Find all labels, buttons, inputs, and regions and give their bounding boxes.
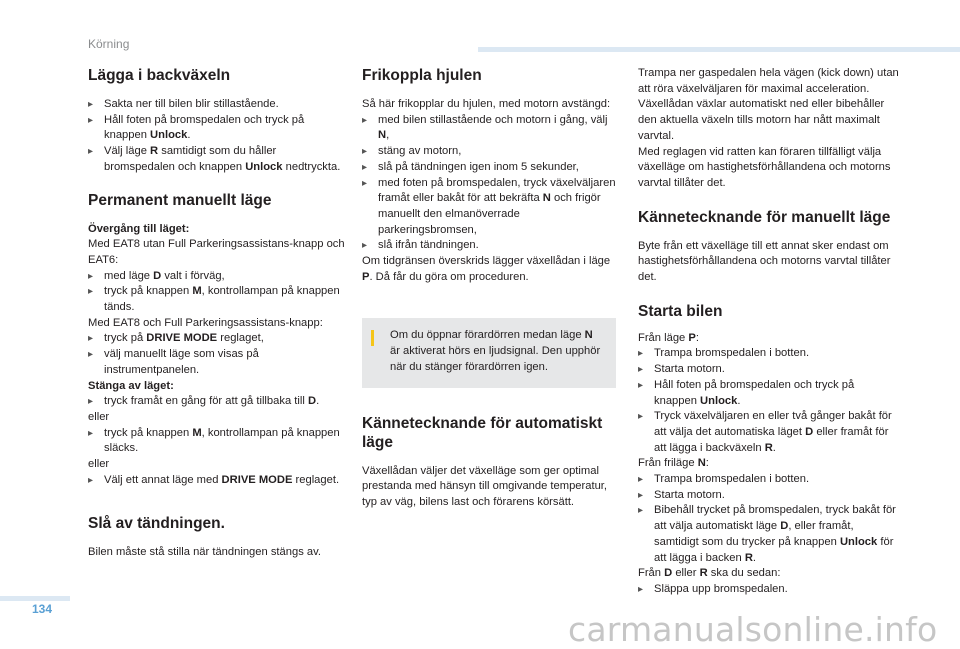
bullet-icon: ▸ [88,114,94,126]
heading-ignition-off: Slå av tändningen. [88,515,225,533]
column-3 [638,66,900,598]
bullet-icon: ▸ [638,505,644,517]
list-item: ▸ slå på tändningen igen inom 5 sekunder, [362,160,616,176]
list-item: ▸ Trampa bromspedalen i botten. [638,472,900,488]
list-item: ▸ stäng av motorn, [362,144,616,160]
bullet-icon: ▸ [88,474,94,486]
bullet-icon: ▸ [638,348,644,360]
info-icon [371,330,374,346]
column-2 [362,66,616,511]
heading-auto-mode: Kännetecknande för automatiskt läge [362,414,603,451]
text-from-p: Från läge P: [638,331,699,344]
bullet-icon: ▸ [362,146,368,158]
bullet-icon: ▸ [88,349,94,361]
list-item: ▸ Tryck växelväljaren en eller två gånger bakåt för att välja det automatiska läget D eller framåt för att lägga i backväxeln R. [638,410,892,454]
header-bar [478,47,960,52]
subheading-activate: Övergång till läget: [88,222,190,235]
text-or-2: eller [88,458,110,471]
list-item: ▸ Håll foten på bromspedalen och tryck på knappen Unlock. [88,113,305,142]
list-activate-1 [88,269,350,316]
page-number: 134 [32,602,53,616]
text-from-d-r: Från D eller R ska du sedan: [638,567,781,580]
bullet-icon: ▸ [638,474,644,486]
bullet-icon: ▸ [362,114,368,126]
list-free-wheels [362,113,616,254]
list-activate-2 [88,331,350,378]
text-ignition-off: Bilen måste stå stilla när tändningen stängs av. [88,546,321,559]
text-eat8-with: Med EAT8 och Full Parkeringsassistans-knapp: [88,316,323,329]
list-item: ▸ Trampa bromspedalen i botten. [638,346,900,362]
list-item: ▸ tryck på DRIVE MODE reglaget, [88,331,350,347]
text-auto-mode: Växellådan väljer det växelläge som ger optimal prestanda med hänsyn till omgivande temperatur, typ av väg, bilens last och förarens körsätt. [362,464,608,508]
bullet-icon: ▸ [362,240,368,252]
list-from-n [638,472,900,566]
bullet-icon: ▸ [88,333,94,345]
list-item: ▸ Välj ett annat läge med DRIVE MODE reglaget. [88,473,350,489]
list-deactivate-3 [88,473,350,489]
list-deactivate-2 [88,426,350,457]
bullet-icon: ▸ [638,379,644,391]
list-item: ▸ Välj läge R samtidigt som du håller bromspedalen och knappen Unlock nedtryckta. [88,145,341,173]
list-item: ▸ Bibehåll trycket på bromspedalen, tryck bakåt för att välja automatiskt läge D, eller framåt, samtidigt som du trycker på knappen Unlock för att lägga i backen R. [638,504,896,564]
bullet-icon: ▸ [638,364,644,376]
list-item: ▸ med läge D valt i förväg, [88,269,350,285]
bullet-icon: ▸ [362,161,368,173]
subheading-deactivate: Stänga av läget: [88,379,174,392]
bullet-icon: ▸ [638,489,644,501]
list-item: ▸ med bilen stillastående och motorn i gång, välj N, [362,113,608,142]
list-item: ▸ Håll foten på bromspedalen och tryck på knappen Unlock. [638,378,855,407]
list-item: ▸ Starta motorn. [638,488,900,504]
bullet-icon: ▸ [638,583,644,595]
heading-start-car: Starta bilen [638,302,723,320]
text-paddles: Med reglagen vid ratten kan föraren tillfälligt välja växelläge om hastighetsförhållandena och motorns varvtal tillåter det. [638,145,891,189]
text-kickdown: Trampa ner gaspedalen hela vägen (kick down) utan att röra växelväljaren för maximal acceleration. Växellådan växlar automatiskt ned eller bibehåller den aktuella växeln tills motorn har nått maximalt varvtal. [638,67,899,142]
bullet-icon: ▸ [88,99,94,110]
footer-bar [0,596,70,601]
bullet-icon: ▸ [88,146,94,158]
bullet-icon: ▸ [88,427,94,439]
list-item: ▸ slå ifrån tändningen. [362,238,616,254]
text-or-1: eller [88,410,110,423]
list-item: ▸ välj manuellt läge som visas på instrumentpanelen. [88,348,259,376]
bullet-icon: ▸ [88,396,94,408]
list-from-p [638,346,900,456]
list-item: ▸ Starta motorn. [638,362,900,378]
bullet-icon: ▸ [88,270,94,282]
column-1 [88,66,350,561]
text-eat8-without: Med EAT8 utan Full Parkeringsassistans-knapp och EAT6: [88,238,345,266]
list-deactivate-1 [88,394,350,410]
bullet-icon: ▸ [638,411,644,423]
bullet-icon: ▸ [362,177,368,189]
text-from-n: Från friläge N: [638,457,709,470]
note-box [362,318,616,387]
watermark: carmanualsonline.info [568,610,938,649]
heading-free-wheels: Frikoppla hjulen [362,67,482,84]
heading-manual-mode: Permanent manuellt läge [88,191,272,209]
list-from-d-r [638,582,900,598]
bullet-icon: ▸ [88,286,94,298]
list-item: ▸ med foten på bromspedalen, tryck växelväljaren framåt eller bakåt för att bekräfta N och frigör manuellt den elmanöverrade parkeringsbromsen, [362,176,616,236]
text-free-wheels-intro: Så här frikopplar du hjulen, med motorn avstängd: [362,98,611,110]
list-item: ▸ tryck på knappen M, kontrollampan på knappen släcks. [88,426,340,455]
note-text: Om du öppnar förardörren medan läge N är aktiverat hörs en ljudsignal. Den upphör när du stänger förardörren igen. [390,329,601,373]
list-reverse-gear [88,97,350,176]
heading-manual-characteristics: Kännetecknande för manuellt läge [638,208,891,226]
list-item: ▸ tryck framåt en gång för att gå tillbaka till D. [88,394,350,410]
list-item: ▸ Släppa upp bromspedalen. [638,582,900,598]
list-item: ▸ Sakta ner till bilen blir stillastående. [88,97,350,113]
text-free-wheels-after: Om tidgränsen överskrids lägger växellådan i läge P. Då får du göra om proceduren. [362,255,611,283]
heading-reverse-gear: Lägga i backväxeln [88,67,231,84]
text-manual-characteristics: Byte från ett växelläge till ett annat sker endast om hastighetsförhållandena och motorns varvtal tillåter det. [638,239,891,284]
list-item: ▸ tryck på knappen M, kontrollampan på knappen tänds. [88,285,340,314]
header-section-label: Körning [88,37,130,51]
